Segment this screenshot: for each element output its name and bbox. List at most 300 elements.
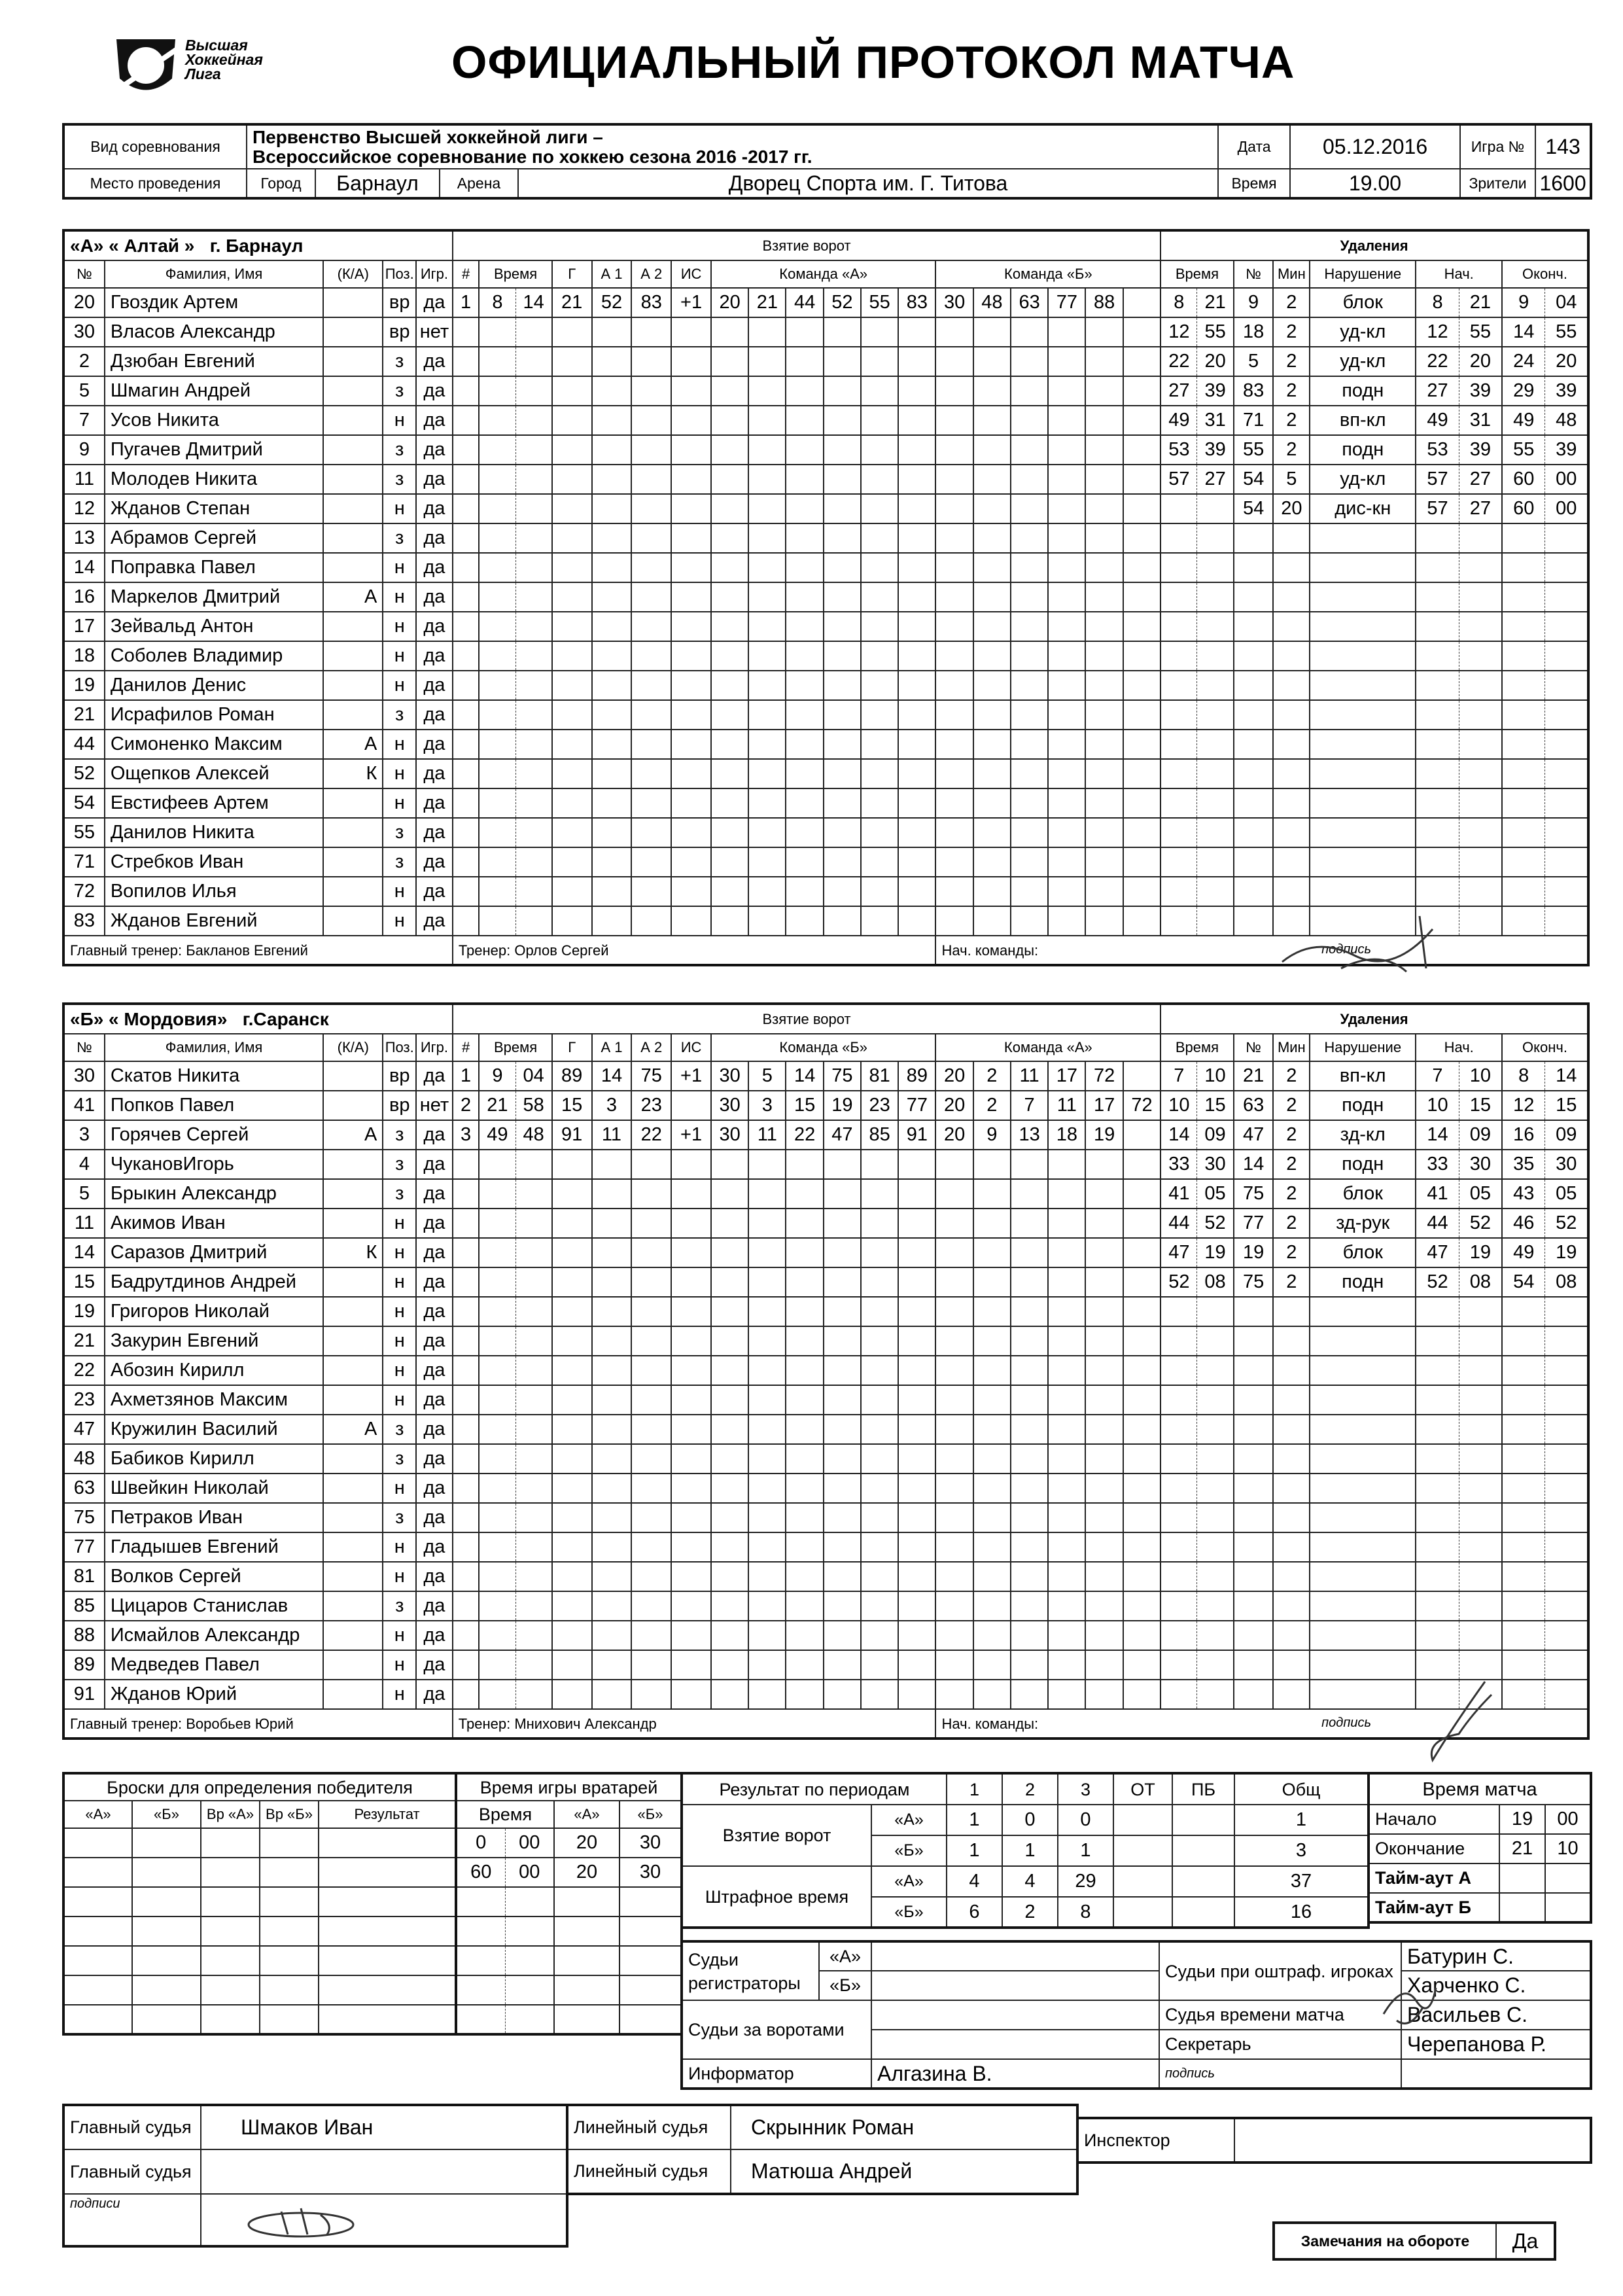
pen-player <box>1234 1680 1274 1709</box>
goal-min <box>479 1474 515 1503</box>
goal-sec <box>515 818 552 847</box>
player-name: Данилов Никита <box>105 818 323 847</box>
gk-sec <box>505 1887 554 1916</box>
goal-is: +1 <box>671 288 711 317</box>
opp-player-on-ice: 77 <box>1048 288 1085 317</box>
pen-minutes <box>1273 612 1310 641</box>
pen-sec: 20 <box>1197 347 1234 376</box>
goal-min <box>479 435 515 465</box>
pen-sec: 39 <box>1197 376 1234 406</box>
player-play: да <box>416 406 453 435</box>
opp-player-on-ice <box>1011 1209 1048 1238</box>
own-player-on-ice <box>786 1503 823 1532</box>
goal-number <box>453 347 480 376</box>
pen-player <box>1234 1591 1274 1621</box>
own-player-on-ice <box>898 1532 935 1562</box>
opp-player-on-ice <box>935 906 973 936</box>
pen-start-sec: 09 <box>1459 1120 1502 1150</box>
pen-min <box>1161 1474 1197 1503</box>
opp-player-on-ice <box>1048 1650 1085 1680</box>
player-row <box>63 671 1588 700</box>
gk-min <box>456 1887 505 1916</box>
player-name: Шмагин Андрей <box>105 376 323 406</box>
pen-minutes <box>1273 759 1310 788</box>
pen-start-sec: 20 <box>1459 347 1502 376</box>
pen-minutes <box>1273 1621 1310 1650</box>
pen-minutes <box>1273 671 1310 700</box>
pen-player <box>1234 553 1274 582</box>
own-player-on-ice <box>786 759 823 788</box>
pen-sec <box>1197 1562 1234 1591</box>
gk-min <box>456 2005 505 2034</box>
pen-sec <box>1197 1650 1234 1680</box>
goal-sec <box>515 317 552 347</box>
opp-player-on-ice <box>1085 700 1123 730</box>
opp-player-on-ice <box>973 671 1011 700</box>
goal-a2 <box>631 1179 671 1209</box>
pen-min: 53 <box>1161 435 1197 465</box>
pen-sec <box>1197 1444 1234 1474</box>
pen-min <box>1161 847 1197 877</box>
opp-player-on-ice <box>935 1238 973 1267</box>
pen-end-sec: 39 <box>1545 435 1588 465</box>
opp-player-on-ice <box>1048 818 1085 847</box>
pen-minutes: 20 <box>1273 494 1310 523</box>
own-player-on-ice <box>786 1150 823 1179</box>
pen-player: 14 <box>1234 1150 1274 1179</box>
own-player-on-ice <box>898 877 935 906</box>
pen-end-min: 29 <box>1502 376 1545 406</box>
own-player-on-ice <box>711 347 748 376</box>
opp-player-on-ice <box>973 1591 1011 1621</box>
pen-sec <box>1197 1415 1234 1444</box>
goal-min <box>479 523 515 553</box>
player-number: 16 <box>63 582 105 612</box>
pen-violation <box>1310 1621 1416 1650</box>
pen-min <box>1161 1356 1197 1385</box>
player-name: Данилов Денис <box>105 671 323 700</box>
goal-is <box>671 1415 711 1444</box>
player-number: 54 <box>63 788 105 818</box>
opp-player-on-ice <box>973 759 1011 788</box>
player-play: да <box>416 847 453 877</box>
pen-start-min <box>1416 847 1459 877</box>
res-p1: 1 <box>947 1773 1002 1805</box>
removals-header: Удаления <box>1161 1004 1588 1034</box>
res-pim_b-value: 16 <box>1234 1897 1369 1928</box>
gk-min <box>456 1916 505 1946</box>
own-player-on-ice <box>748 376 786 406</box>
hdr-opp-team: Команда «А» <box>935 1034 1161 1061</box>
line-ref-label-1: Линейный судья <box>567 2105 731 2149</box>
player-play: да <box>416 877 453 906</box>
pen-end-sec: 39 <box>1545 376 1588 406</box>
own-player-on-ice <box>711 1385 748 1415</box>
own-player-on-ice <box>748 1680 786 1709</box>
res-p3: 3 <box>1058 1773 1113 1805</box>
player-play: да <box>416 376 453 406</box>
player-name: Евстифеев Артем <box>105 788 323 818</box>
opp-player-on-ice <box>1123 494 1161 523</box>
res-goals_b-value <box>1172 1835 1234 1866</box>
pen-start-sec <box>1459 877 1502 906</box>
teamB-title: «Б» « Мордовия» <box>70 1009 228 1029</box>
pen-player <box>1234 1650 1274 1680</box>
opp-player-on-ice <box>935 671 973 700</box>
player-ka <box>323 317 383 347</box>
pen-player <box>1234 1532 1274 1562</box>
player-ka: А <box>323 582 383 612</box>
pen-sec <box>1197 1680 1234 1709</box>
pen-end-sec: 00 <box>1545 494 1588 523</box>
own-player-on-ice <box>898 465 935 494</box>
pen-violation <box>1310 641 1416 671</box>
player-pos: н <box>383 1621 416 1650</box>
pen-violation: уд-кл <box>1310 317 1416 347</box>
pen-end-sec: 48 <box>1545 406 1588 435</box>
player-ka: К <box>323 759 383 788</box>
opp-player-on-ice <box>1085 671 1123 700</box>
comp-label: Вид соревнования <box>63 124 247 169</box>
goal-g <box>552 347 592 376</box>
opp-player-on-ice <box>1011 1297 1048 1326</box>
pen-end-sec <box>1545 1650 1588 1680</box>
opp-player-on-ice <box>1085 494 1123 523</box>
goal-sec <box>515 1591 552 1621</box>
own-player-on-ice <box>786 847 823 877</box>
pen-start-min <box>1416 612 1459 641</box>
own-player-on-ice <box>711 494 748 523</box>
own-player-on-ice <box>786 1267 823 1297</box>
pen-player <box>1234 1444 1274 1474</box>
opp-player-on-ice <box>1123 376 1161 406</box>
pen-start-sec <box>1459 1503 1502 1532</box>
goal-a1 <box>592 376 632 406</box>
player-number: 30 <box>63 1061 105 1091</box>
own-player-on-ice <box>711 1209 748 1238</box>
own-player-on-ice <box>898 1562 935 1591</box>
own-player-on-ice <box>786 406 823 435</box>
own-player-on-ice <box>898 1650 935 1680</box>
opp-player-on-ice <box>973 406 1011 435</box>
opp-player-on-ice <box>973 435 1011 465</box>
pen-start-min <box>1416 759 1459 788</box>
own-player-on-ice <box>748 847 786 877</box>
hdr-start: Нач. <box>1416 260 1502 288</box>
own-player-on-ice <box>748 641 786 671</box>
own-player-on-ice: 22 <box>786 1120 823 1150</box>
team-a-block <box>62 229 1590 966</box>
pen-minutes: 5 <box>1273 465 1310 494</box>
pen-violation <box>1310 1297 1416 1326</box>
pen-end-min <box>1502 1680 1545 1709</box>
pen-end-sec <box>1545 641 1588 671</box>
opp-player-on-ice <box>935 818 973 847</box>
goal-sec <box>515 1356 552 1385</box>
sign-label: подпись <box>1321 942 1371 957</box>
goal-sec <box>515 1532 552 1562</box>
res-pim_b-value: 6 <box>947 1897 1002 1928</box>
opp-player-on-ice <box>1123 1209 1161 1238</box>
own-player-on-ice: 52 <box>824 288 861 317</box>
goal-a1 <box>592 1444 632 1474</box>
opp-player-on-ice <box>1085 1650 1123 1680</box>
goal-g <box>552 1562 592 1591</box>
player-ka <box>323 1179 383 1209</box>
own-player-on-ice <box>748 1650 786 1680</box>
gk-a <box>554 1975 620 2005</box>
goal-is <box>671 347 711 376</box>
pen-end-sec: 05 <box>1545 1179 1588 1209</box>
player-row <box>63 1326 1588 1356</box>
pen-sec <box>1197 759 1234 788</box>
player-number: 52 <box>63 759 105 788</box>
gk-row <box>456 2005 682 2034</box>
opp-player-on-ice <box>1011 582 1048 612</box>
player-play: да <box>416 1061 453 1091</box>
pen-end-min <box>1502 700 1545 730</box>
goal-sec <box>515 376 552 406</box>
player-pos: н <box>383 1385 416 1415</box>
own-player-on-ice <box>861 1621 898 1650</box>
player-pos: н <box>383 671 416 700</box>
goal-is <box>671 523 711 553</box>
secretary-signature-icon <box>1377 1975 1442 2034</box>
own-player-on-ice <box>748 1532 786 1562</box>
own-player-on-ice <box>861 435 898 465</box>
player-number: 21 <box>63 1326 105 1356</box>
player-number: 44 <box>63 730 105 759</box>
pen-player <box>1234 1356 1274 1385</box>
goal-g: 91 <box>552 1120 592 1150</box>
pen-start-sec <box>1459 1297 1502 1326</box>
hdr-gtime: Время <box>479 260 551 288</box>
goal-number <box>453 1415 480 1444</box>
opp-player-on-ice <box>1011 1680 1048 1709</box>
opp-player-on-ice <box>973 1326 1011 1356</box>
player-row <box>63 788 1588 818</box>
pen-violation <box>1310 1503 1416 1532</box>
player-number: 21 <box>63 700 105 730</box>
hdr-pos: Поз. <box>383 1034 416 1061</box>
own-player-on-ice <box>898 1209 935 1238</box>
pen-end-sec <box>1545 1503 1588 1532</box>
opp-player-on-ice <box>1048 612 1085 641</box>
goal-min <box>479 906 515 936</box>
player-row <box>63 317 1588 347</box>
goal-is <box>671 759 711 788</box>
own-player-on-ice <box>861 1532 898 1562</box>
pen-start-sec: 39 <box>1459 376 1502 406</box>
pen-minutes: 2 <box>1273 435 1310 465</box>
goal-g <box>552 1385 592 1415</box>
pen-sec: 09 <box>1197 1120 1234 1150</box>
judges-table <box>680 1940 1592 2090</box>
player-number: 89 <box>63 1650 105 1680</box>
gk-a <box>554 1946 620 1975</box>
hdr-num: № <box>63 260 105 288</box>
player-row <box>63 582 1588 612</box>
player-ka <box>323 847 383 877</box>
gk-a <box>554 2005 620 2034</box>
opp-player-on-ice <box>973 1444 1011 1474</box>
player-row <box>63 877 1588 906</box>
player-play: да <box>416 1503 453 1532</box>
own-player-on-ice <box>786 818 823 847</box>
player-row <box>63 847 1588 877</box>
pen-violation: подн <box>1310 376 1416 406</box>
own-player-on-ice <box>861 1238 898 1267</box>
own-player-on-ice <box>898 759 935 788</box>
player-ka <box>323 1209 383 1238</box>
opp-player-on-ice <box>935 877 973 906</box>
player-name: Волков Сергей <box>105 1562 323 1591</box>
own-player-on-ice <box>824 818 861 847</box>
pen-end-min <box>1502 818 1545 847</box>
pen-sec <box>1197 1503 1234 1532</box>
player-number: 91 <box>63 1680 105 1709</box>
player-pos: н <box>383 553 416 582</box>
opp-player-on-ice <box>1123 1562 1161 1591</box>
goal-a1 <box>592 877 632 906</box>
gk-time-h: Время <box>456 1801 554 1828</box>
own-player-on-ice <box>748 1385 786 1415</box>
start-label: Начало <box>1369 1805 1499 1834</box>
pen-min: 47 <box>1161 1238 1197 1267</box>
pen-end-sec: 04 <box>1545 288 1588 317</box>
goal-sec <box>515 1297 552 1326</box>
pen-start-min <box>1416 877 1459 906</box>
pen-sec <box>1197 671 1234 700</box>
pen-start-min <box>1416 1385 1459 1415</box>
player-play: да <box>416 1150 453 1179</box>
player-play: да <box>416 523 453 553</box>
goal-min <box>479 1385 515 1415</box>
goal-a1 <box>592 700 632 730</box>
player-row <box>63 1091 1588 1120</box>
pen-start-sec <box>1459 641 1502 671</box>
pen-minutes <box>1273 818 1310 847</box>
own-player-on-ice <box>861 582 898 612</box>
goal-a1 <box>592 317 632 347</box>
goal-a2: 83 <box>631 288 671 317</box>
pen-violation: зд-кл <box>1310 1120 1416 1150</box>
own-player-on-ice <box>711 1444 748 1474</box>
pen-end-min <box>1502 788 1545 818</box>
pen-violation: вп-кл <box>1310 1061 1416 1091</box>
own-player-on-ice: 3 <box>748 1091 786 1120</box>
pen-minutes <box>1273 1503 1310 1532</box>
own-player-on-ice <box>898 1474 935 1503</box>
hdr-a1: А 1 <box>592 1034 632 1061</box>
goal-min <box>479 1444 515 1474</box>
player-play: да <box>416 1209 453 1238</box>
opp-player-on-ice <box>1085 347 1123 376</box>
spect-label: Зрители <box>1460 169 1535 198</box>
goal-min <box>479 553 515 582</box>
own-player-on-ice <box>898 317 935 347</box>
pen-minutes: 2 <box>1273 288 1310 317</box>
pen-min: 57 <box>1161 465 1197 494</box>
gk-a: 20 <box>554 1828 620 1858</box>
pen-player: 9 <box>1234 288 1274 317</box>
teamA-title: «А» « Алтай » <box>70 236 195 256</box>
player-play: да <box>416 582 453 612</box>
pen-minutes <box>1273 582 1310 612</box>
opp-player-on-ice <box>935 1209 973 1238</box>
secretary-name: Черепанова Р. <box>1401 2030 1591 2059</box>
goal-is <box>671 641 711 671</box>
pen-min: 7 <box>1161 1061 1197 1091</box>
opp-player-on-ice <box>1123 1444 1161 1474</box>
own-player-on-ice <box>824 317 861 347</box>
own-player-on-ice <box>748 671 786 700</box>
pen-end-sec <box>1545 1680 1588 1709</box>
pen-end-min <box>1502 1415 1545 1444</box>
pen-start-sec <box>1459 671 1502 700</box>
player-ka <box>323 1267 383 1297</box>
pen-player <box>1234 1326 1274 1356</box>
pen-min <box>1161 494 1197 523</box>
opp-player-on-ice <box>1085 1267 1123 1297</box>
opp-player-on-ice <box>1123 465 1161 494</box>
player-row <box>63 1415 1588 1444</box>
pen-end-min <box>1502 1297 1545 1326</box>
player-play: да <box>416 347 453 376</box>
own-player-on-ice <box>898 347 935 376</box>
opp-player-on-ice <box>1011 1326 1048 1356</box>
goal-is <box>671 1297 711 1326</box>
pen-start-sec: 52 <box>1459 1209 1502 1238</box>
player-ka: А <box>323 1120 383 1150</box>
goal-number: 1 <box>453 1061 480 1091</box>
opp-player-on-ice <box>935 759 973 788</box>
goal-a2 <box>631 671 671 700</box>
date-label: Дата <box>1218 124 1290 169</box>
own-player-on-ice <box>748 1562 786 1591</box>
own-player-on-ice: 83 <box>898 288 935 317</box>
pen-end-min <box>1502 906 1545 936</box>
own-player-on-ice <box>711 1297 748 1326</box>
opp-player-on-ice <box>1011 1385 1048 1415</box>
pen-min: 41 <box>1161 1179 1197 1209</box>
goal-min <box>479 818 515 847</box>
gk-min <box>456 1975 505 2005</box>
gk-b <box>620 1946 682 1975</box>
goal-number <box>453 1680 480 1709</box>
player-name: Закурин Евгений <box>105 1326 323 1356</box>
pen-min: 27 <box>1161 376 1197 406</box>
pen-end-min <box>1502 1326 1545 1356</box>
player-pos: н <box>383 1562 416 1591</box>
pen-min <box>1161 612 1197 641</box>
logo-text-2: Хоккейная <box>185 51 263 68</box>
opp-player-on-ice <box>935 641 973 671</box>
own-player-on-ice <box>711 1415 748 1444</box>
hdr-g: Г <box>552 1034 592 1061</box>
opp-player-on-ice <box>973 376 1011 406</box>
own-player-on-ice <box>861 1591 898 1621</box>
opp-player-on-ice <box>1011 317 1048 347</box>
player-name: Поправка Павел <box>105 553 323 582</box>
trainer-name: Орлов Сергей <box>514 942 609 959</box>
own-player-on-ice <box>898 818 935 847</box>
teamA-table <box>62 229 1590 966</box>
own-player-on-ice <box>824 1415 861 1444</box>
start-h: 19 <box>1499 1805 1545 1834</box>
goal-min <box>479 1680 515 1709</box>
player-name: Попков Павел <box>105 1091 323 1120</box>
